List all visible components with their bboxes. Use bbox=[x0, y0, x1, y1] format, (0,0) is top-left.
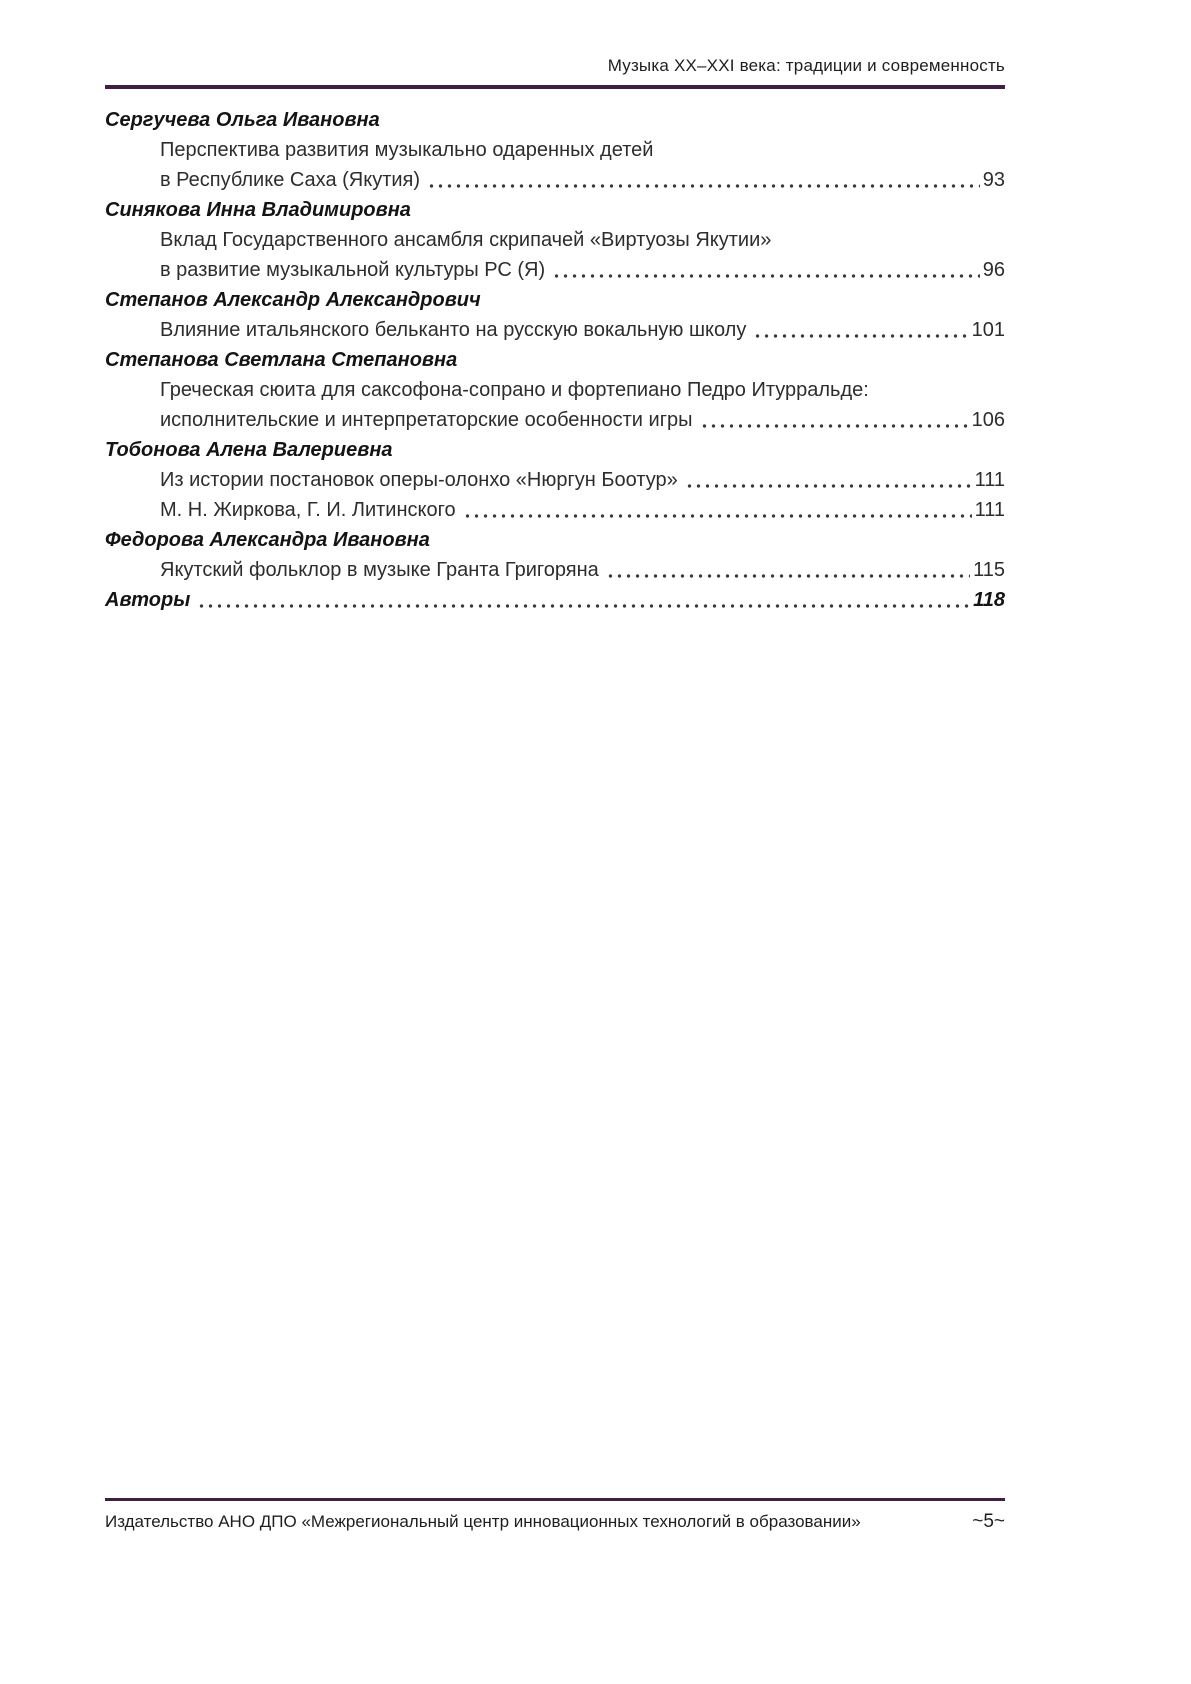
toc-entry bbox=[105, 435, 1005, 525]
toc-page-number: 101 bbox=[971, 319, 1005, 341]
toc-author-name: Сергучева Ольга Ивановна bbox=[105, 109, 380, 131]
running-header: Музыка XX–XXI века: традиции и современность bbox=[607, 56, 1005, 75]
table-of-contents bbox=[105, 105, 1005, 615]
toc-author-name: Синякова Инна Владимировна bbox=[105, 199, 411, 221]
toc-item-line bbox=[105, 315, 1005, 345]
toc-item-line bbox=[105, 255, 1005, 285]
toc-author-line bbox=[105, 105, 1005, 135]
footer-rule bbox=[105, 1498, 1005, 1501]
toc-item-line bbox=[105, 555, 1005, 585]
footer-publisher: Издательство АНО ДПО «Межрегиональный центр инновационных технологий в образовании» bbox=[105, 1512, 861, 1531]
toc-item-line bbox=[105, 405, 1005, 435]
toc-page-number: 111 bbox=[974, 469, 1005, 491]
toc-item-line bbox=[105, 225, 1005, 255]
toc-entry bbox=[105, 105, 1005, 195]
dot-leader bbox=[552, 274, 980, 278]
toc-item-text: Влияние итальянского бельканто на русскую вокальную школу bbox=[160, 319, 747, 341]
toc-item-text: Перспектива развития музыкально одаренных детей bbox=[160, 139, 654, 161]
page-footer bbox=[105, 1498, 1005, 1533]
footer-page-number: ~5~ bbox=[972, 1511, 1005, 1532]
toc-author-name: Степанова Светлана Степановна bbox=[105, 349, 458, 371]
toc-item-text: М. Н. Жиркова, Г. И. Литинского bbox=[160, 499, 456, 521]
toc-author-name: Федорова Александра Ивановна bbox=[105, 529, 430, 551]
toc-item-text: Греческая сюита для саксофона-сопрано и фортепиано Педро Итурральде: bbox=[160, 379, 869, 401]
dot-leader bbox=[606, 574, 970, 578]
toc-item-line bbox=[105, 135, 1005, 165]
dot-leader bbox=[427, 184, 980, 188]
toc-page-number: 106 bbox=[971, 409, 1005, 431]
toc-entry bbox=[105, 345, 1005, 435]
toc-author-line bbox=[105, 525, 1005, 555]
toc-item-text: в развитие музыкальной культуры РС (Я) bbox=[160, 259, 546, 281]
toc-author-line bbox=[105, 585, 1005, 615]
toc-item-text: исполнительские и интерпретаторские особенности игры bbox=[160, 409, 693, 431]
toc-author-name: Степанов Александр Александрович bbox=[105, 289, 481, 311]
toc-page-number: 96 bbox=[982, 259, 1005, 281]
toc-author-line bbox=[105, 285, 1005, 315]
toc-author-name: Тобонова Алена Валериевна bbox=[105, 439, 393, 461]
toc-item-line bbox=[105, 165, 1005, 195]
toc-author-line bbox=[105, 345, 1005, 375]
toc-item-line bbox=[105, 495, 1005, 525]
dot-leader bbox=[463, 514, 972, 518]
toc-entry bbox=[105, 285, 1005, 345]
dot-leader bbox=[685, 484, 972, 488]
toc-entry bbox=[105, 585, 1005, 615]
toc-entry bbox=[105, 195, 1005, 285]
toc-item-line bbox=[105, 375, 1005, 405]
toc-author-line bbox=[105, 435, 1005, 465]
toc-page-number: 115 bbox=[973, 559, 1005, 581]
header-rule bbox=[105, 85, 1005, 89]
page-content bbox=[105, 56, 1005, 615]
toc-item-text: Якутский фольклор в музыке Гранта Григоряна bbox=[160, 559, 599, 581]
footer-row bbox=[105, 1511, 1005, 1533]
toc-item-text: Из истории постановок оперы-олонхо «Нюргун Боотур» bbox=[160, 469, 678, 491]
dot-leader bbox=[753, 334, 968, 338]
toc-author-line bbox=[105, 195, 1005, 225]
toc-page-number: 118 bbox=[973, 589, 1005, 611]
toc-page-number: 111 bbox=[974, 499, 1005, 521]
toc-item-text: Вклад Государственного ансамбля скрипачей «Виртуозы Якутии» bbox=[160, 229, 772, 251]
toc-item-text: в Республике Саха (Якутия) bbox=[160, 169, 421, 191]
toc-entry bbox=[105, 525, 1005, 585]
dot-leader bbox=[197, 604, 970, 608]
toc-page-number: 93 bbox=[982, 169, 1005, 191]
toc-author-name: Авторы bbox=[105, 589, 191, 611]
dot-leader bbox=[700, 424, 969, 428]
toc-item-line bbox=[105, 465, 1005, 495]
